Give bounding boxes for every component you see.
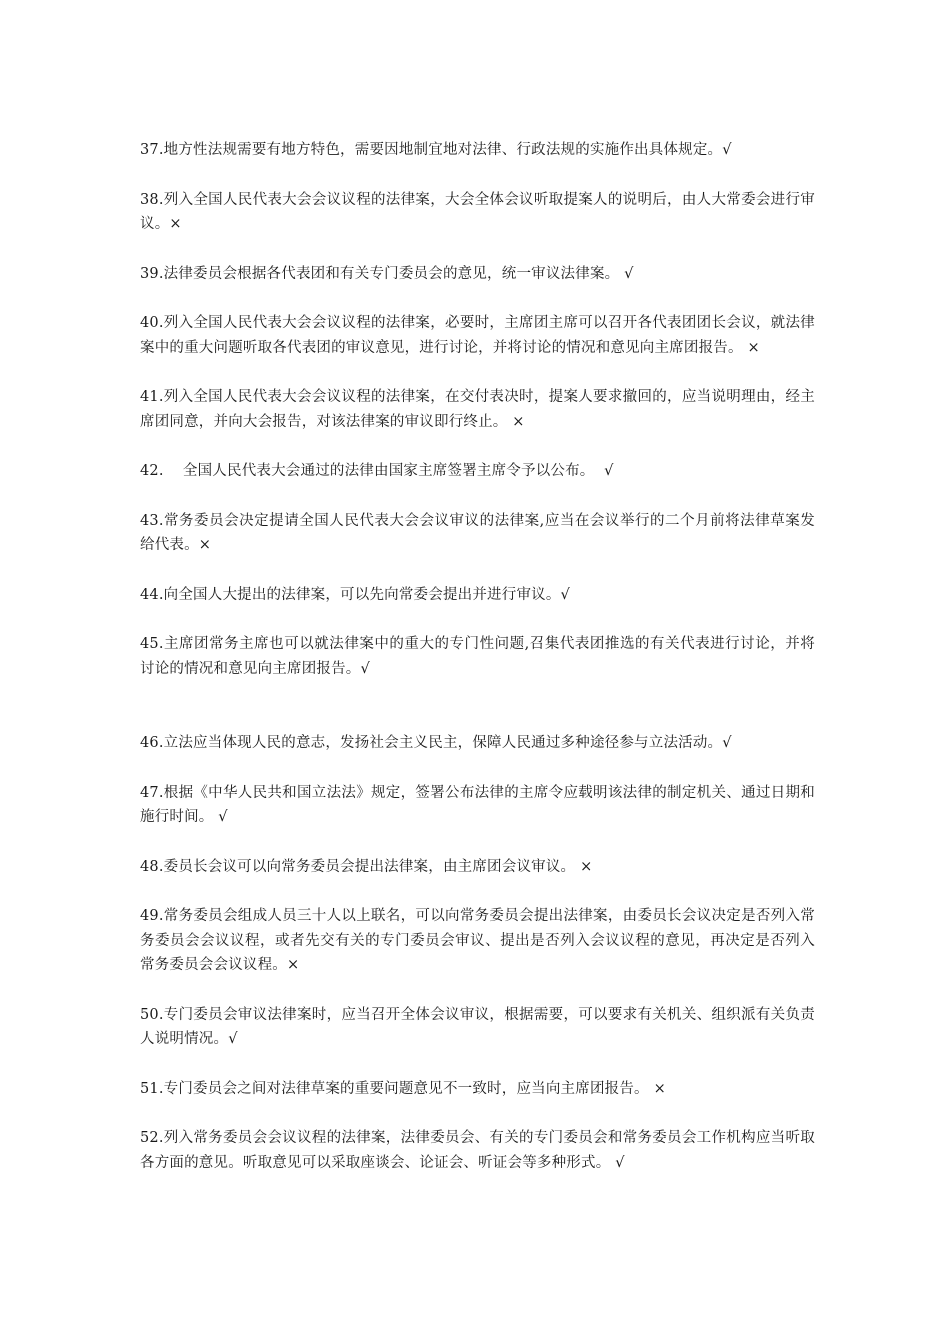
item-46: 46.立法应当体现人民的意志，发扬社会主义民主，保障人民通过多种途径参与立法活动。√ xyxy=(140,735,732,751)
item-44: 44.向全国人大提出的法律案，可以先向常委会提出并进行审议。√ xyxy=(140,586,570,603)
item-47: 47.根据《中华人民共和国立法法》规定，签署公布法律的主席令应载明该法律的制定机关、通过日期和施行时间。 √ xyxy=(140,784,815,825)
item-42: 42. 全国人民代表大会通过的法律由国家主席签署主席令予以公布。 √ xyxy=(140,463,614,479)
item-37: 37.地方性法规需要有地方特色，需要因地制宜地对法律、行政法规的实施作出具体规定。√ xyxy=(140,142,732,158)
item-50: 50.专门委员会审议法律案时，应当召开全体会议审议，根据需要，可以要求有关机关、组织派有关负责人说明情况。√ xyxy=(140,1006,815,1047)
item-41: 41.列入全国人民代表大会会议议程的法律案，在交付表决时，提案人要求撤回的，应当说明理由，经主席团同意，并向大会报告，对该法律案的审议即行终止。 × xyxy=(140,389,815,430)
item-45: 45.主席团常务主席也可以就法律案中的重大的专门性问题,召集代表团推选的有关代表进行讨论，并将讨论的情况和意见向主席团报告。√ xyxy=(140,636,815,677)
item-51: 51.专门委员会之间对法律草案的重要问题意见不一致时，应当向主席团报告。 × xyxy=(140,1080,666,1097)
item-43: 43.常务委员会决定提请全国人民代表大会会议审议的法律案,应当在会议举行的二个月前将法律草案发给代表。× xyxy=(140,512,815,553)
item-40: 40.列入全国人民代表大会会议议程的法律案，必要时，主席团主席可以召开各代表团团长会议，就法律案中的重大问题听取各代表团的审议意见，进行讨论，并将讨论的情况和意见向主席团报告。 × xyxy=(140,315,815,356)
item-49: 49.常务委员会组成人员三十人以上联名，可以向常务委员会提出法律案，由委员长会议决定是否列入常务委员会会议议程，或者先交有关的专门委员会审议、提出是否列入会议议程的意见，再决定是否列入常务委员会会议议程。× xyxy=(140,908,815,973)
document-body xyxy=(140,138,815,1200)
item-52: 52.列入常务委员会会议议程的法律案，法律委员会、有关的专门委员会和常务委员会工作机构应当听取各方面的意见。听取意见可以采取座谈会、论证会、听证会等多种形式。 √ xyxy=(140,1130,815,1171)
item-48: 48.委员长会议可以向常务委员会提出法律案，由主席团会议审议。 × xyxy=(140,858,593,875)
item-38: 38.列入全国人民代表大会会议议程的法律案，大会全体会议听取提案人的说明后，由人大常委会进行审议。× xyxy=(140,191,815,232)
item-39: 39.法律委员会根据各代表团和有关专门委员会的意见，统一审议法律案。 √ xyxy=(140,265,634,282)
